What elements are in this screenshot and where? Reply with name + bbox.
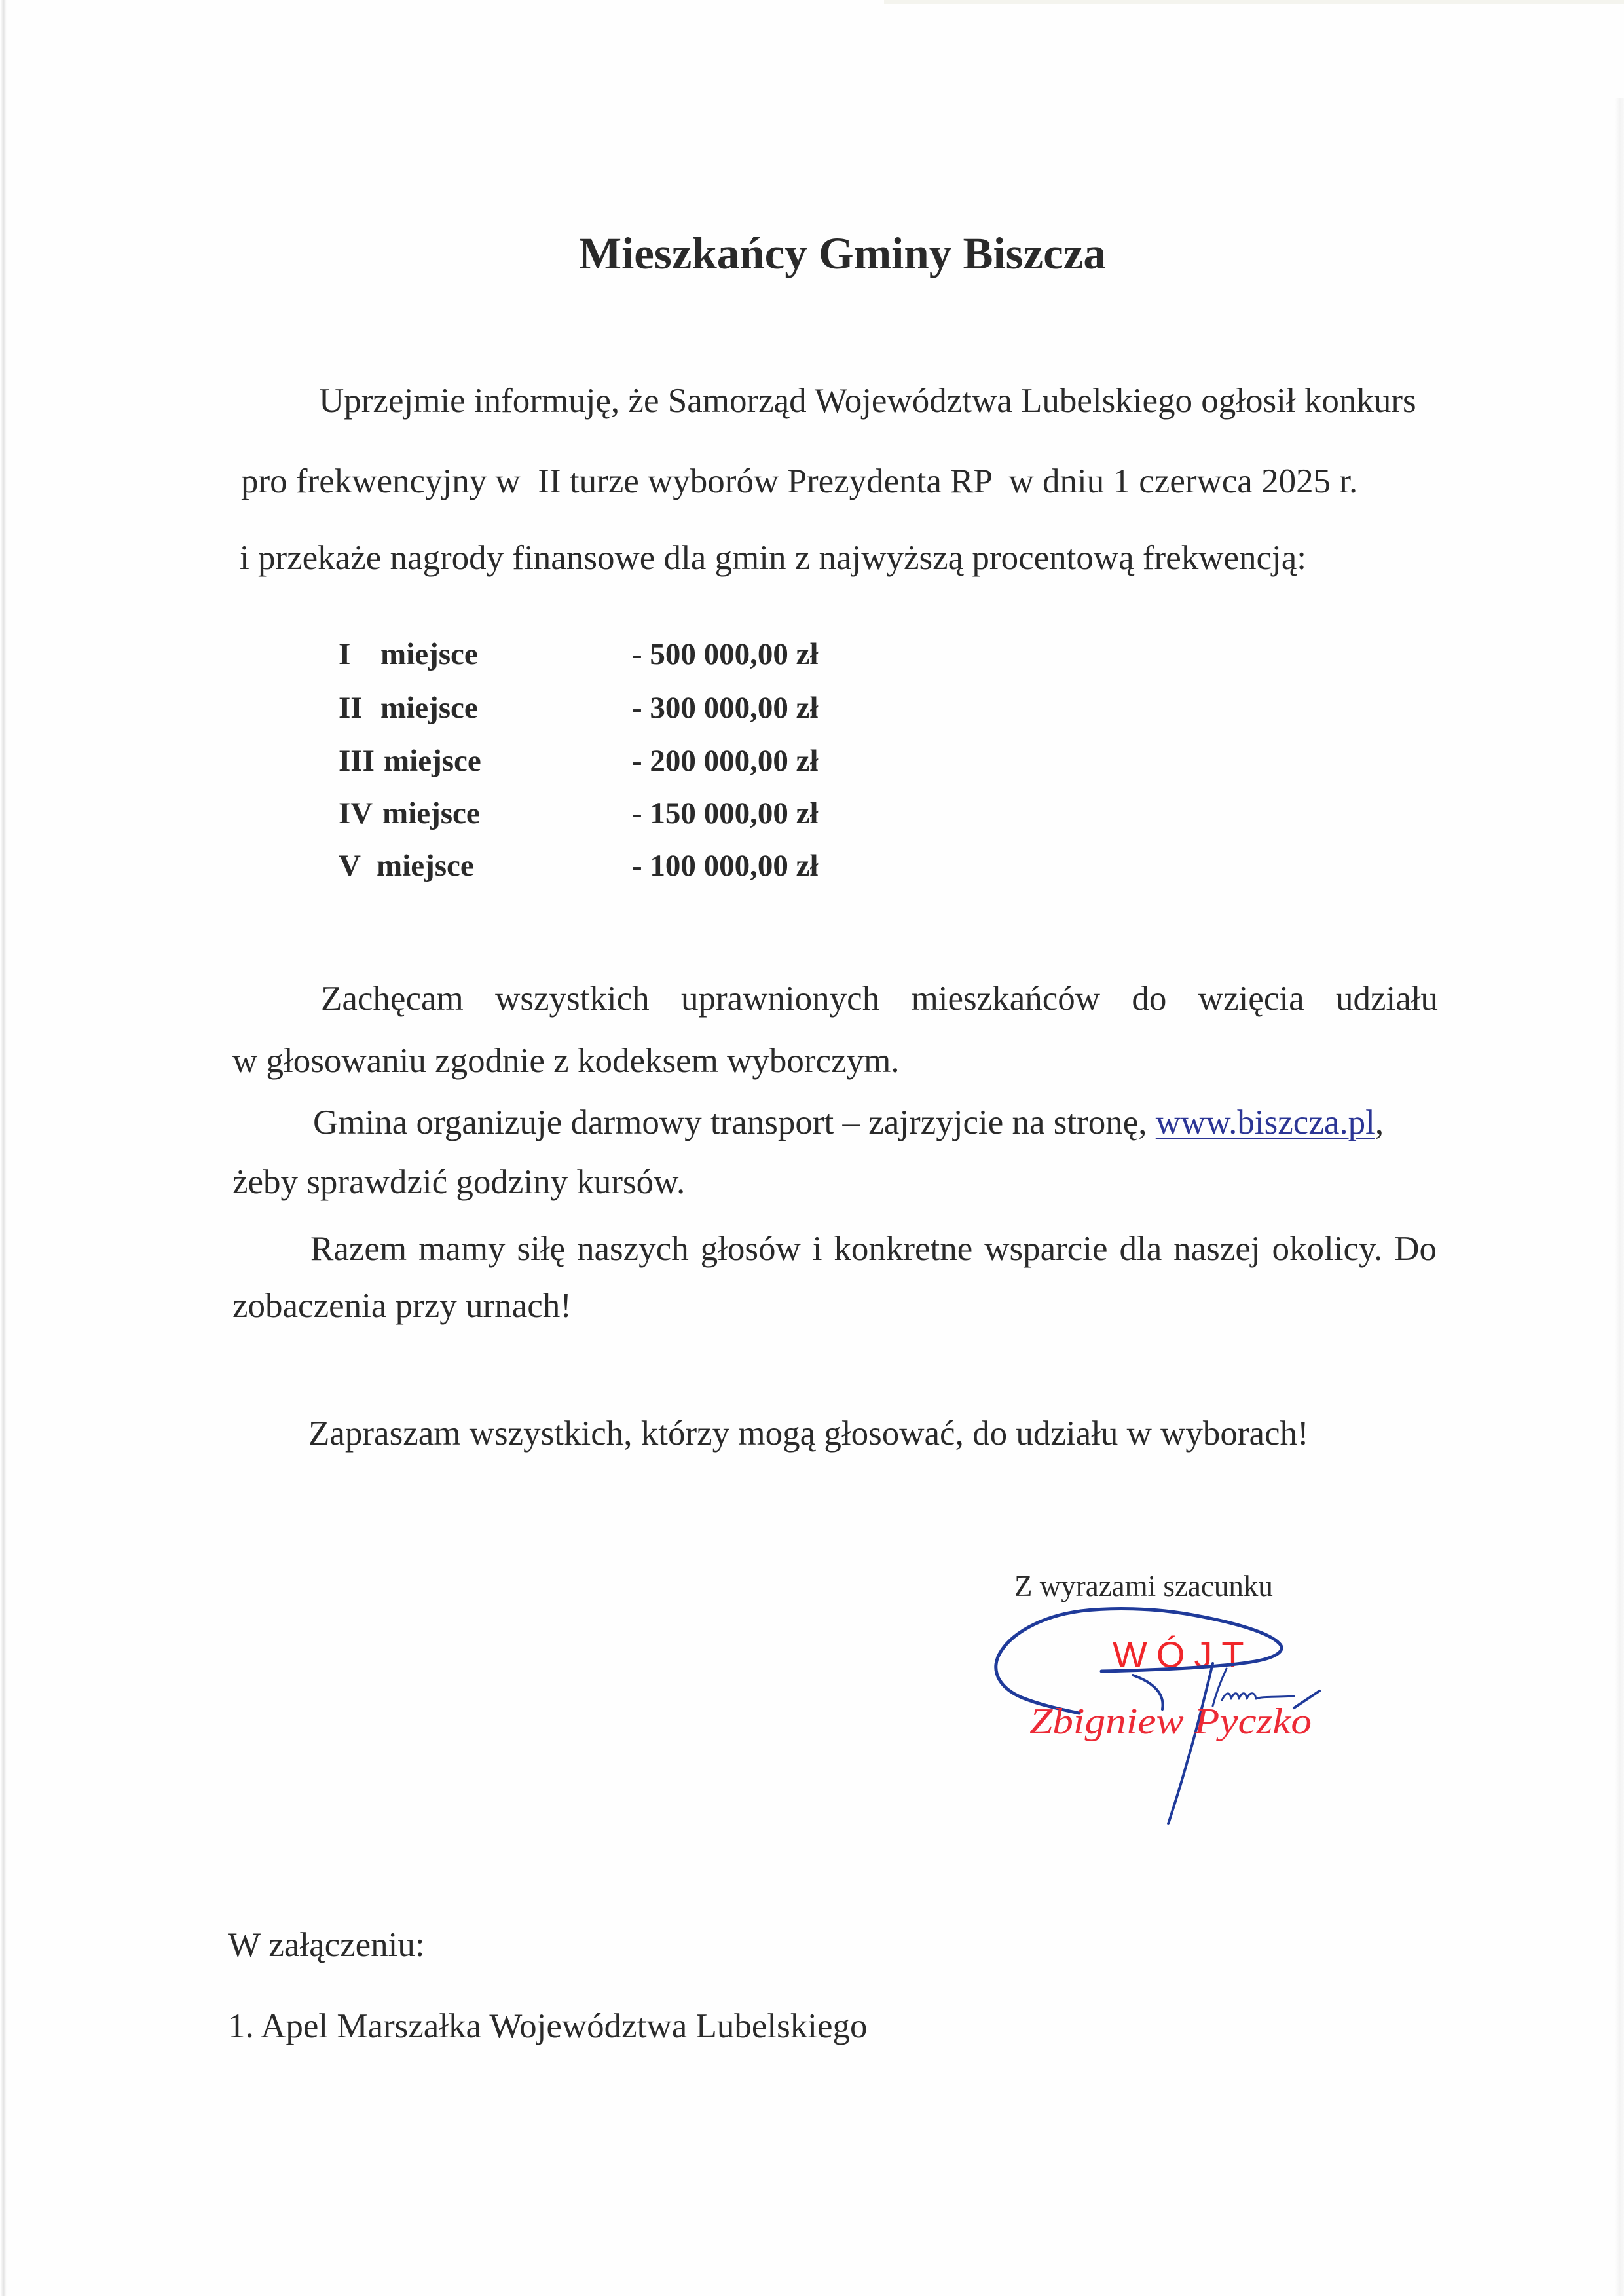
- intro-line-3: i przekaże nagrody finansowe dla gmin z najwyższą procentową frekwencją:: [240, 539, 1307, 577]
- transport-line-1: [313, 1105, 1384, 1140]
- prize-amount: - 100 000,00 zł: [632, 849, 819, 883]
- invite-line: Zapraszam wszystkich, którzy mogą głosować, do udziału w wyborach!: [308, 1415, 1309, 1453]
- signature-stamp: [969, 1546, 1362, 1840]
- prize-row: [0, 639, 1624, 670]
- prize-row: [0, 798, 1624, 829]
- prize-label: miejsce: [380, 637, 478, 671]
- signature-scribble: [1222, 1694, 1294, 1700]
- scan-edge-left: [1, 0, 7, 2296]
- prize-row: [0, 851, 1624, 881]
- prize-row: [0, 746, 1624, 777]
- prize-place: IV: [339, 796, 373, 830]
- prize-label: miejsce: [380, 691, 478, 725]
- attachment-item: 1. Apel Marszałka Województwa Lubelskiego: [228, 2007, 868, 2045]
- prize-label: miejsce: [382, 796, 480, 830]
- closing-phrase: Z wyrazami szacunku: [1014, 1570, 1273, 1602]
- intro-line-1: Uprzejmie informuję, że Samorząd Województwa Lubelskiego ogłosił konkurs: [319, 382, 1416, 420]
- prize-place: I: [339, 637, 351, 671]
- prize-label: miejsce: [377, 849, 474, 883]
- prize-row: [0, 693, 1624, 724]
- transport-comma: ,: [1375, 1103, 1384, 1141]
- scan-edge-right: [1615, 98, 1624, 2296]
- website-link[interactable]: www.biszcza.pl: [1155, 1103, 1375, 1141]
- stamp-name: Zbigniew Pyczko: [1029, 1701, 1312, 1742]
- letter-title: Mieszkańcy Gminy Biszcza: [579, 229, 1106, 278]
- prize-amount: - 300 000,00 zł: [632, 691, 819, 725]
- together-line-1: Razem mamy siłę naszych głosów i konkretne wsparcie dla naszej okolicy. Do: [310, 1230, 1437, 1268]
- stamp-title: WÓJT: [1113, 1634, 1253, 1675]
- attachments-heading: W załączeniu:: [228, 1926, 425, 1964]
- transport-line-2: żeby sprawdzić godziny kursów.: [232, 1163, 686, 1201]
- encourage-line-2: w głosowaniu zgodnie z kodeksem wyborczym.: [232, 1042, 900, 1080]
- encourage-line-1: Zachęcam wszystkich uprawnionych mieszkańców do wzięcia udziału: [321, 980, 1438, 1018]
- together-line-2: zobaczenia przy urnach!: [232, 1287, 572, 1325]
- scan-edge-top: [884, 0, 1624, 4]
- prize-amount: - 200 000,00 zł: [632, 744, 819, 778]
- prize-place: III: [339, 744, 375, 778]
- intro-line-2: pro frekwencyjny w II turze wyborów Prezydenta RP w dniu 1 czerwca 2025 r.: [241, 462, 1358, 500]
- prize-label: miejsce: [384, 744, 481, 778]
- signature-vertical-stroke: [1168, 1663, 1213, 1824]
- prize-amount: - 500 000,00 zł: [632, 637, 819, 671]
- prize-place: II: [339, 691, 363, 725]
- transport-text: Gmina organizuje darmowy transport – zajrzyjcie na stronę,: [313, 1103, 1156, 1141]
- prize-amount: - 150 000,00 zł: [632, 796, 819, 830]
- prize-place: V: [339, 849, 361, 883]
